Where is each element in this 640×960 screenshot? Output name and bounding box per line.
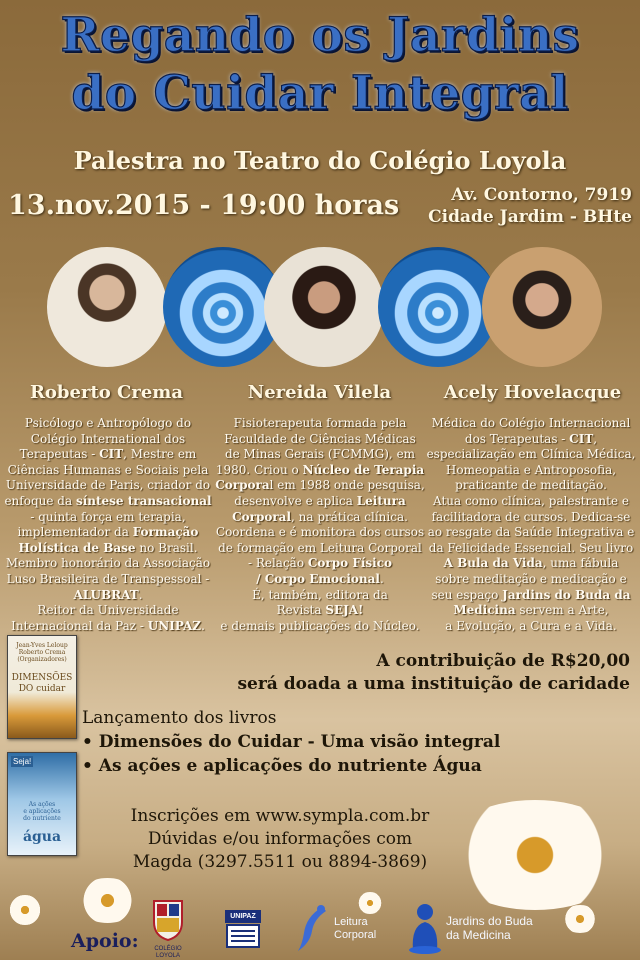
book-cover-word: água bbox=[22, 829, 62, 845]
book-cover-badge: Seja! bbox=[13, 757, 32, 766]
speaker-name: Acely Hovelacque bbox=[443, 382, 622, 403]
speaker-photo-nereida bbox=[264, 247, 384, 367]
book-cover-dimensoes bbox=[7, 635, 77, 739]
book-item: • Dimensões do Cuidar - Uma visão integral bbox=[82, 732, 501, 752]
event-title-line2: do Cuidar Integral bbox=[71, 66, 569, 121]
speaker-bio-nereida: Fisioterapeuta formada pela Faculdade de Ciências Médicas de Minas Gerais (FCMMG), em 1980. Criou o Núcleo de Terapia Corporal em 1988 onde pesquisa, desenvolve e aplica Leitura Corporal, na prática clínica. Coordena e é monitora dos cursos de formação em Leitura Corporal - Relação Corpo Físico / Corpo Emocional. É, também, editora da Revista SEJA! e demais publicações do Núcleo. bbox=[215, 416, 425, 633]
event-address bbox=[428, 184, 632, 228]
event-subtitle: Palestra no Teatro do Colégio Loyola bbox=[73, 146, 567, 175]
shield-crest-icon bbox=[151, 898, 185, 959]
registration-line2: Dúvidas e/ou informações com bbox=[147, 829, 413, 849]
book-launch-heading: Lançamento dos livros bbox=[82, 708, 277, 728]
book-launch bbox=[82, 706, 500, 778]
support-label: Apoio: bbox=[71, 930, 139, 952]
daisy-flower-image bbox=[355, 892, 385, 914]
contribution-line1: A contribuição de R$20,00 bbox=[376, 651, 630, 671]
logo-name: Jardins do Buda da Medicina bbox=[446, 914, 533, 942]
book-item: • As ações e aplicações do nutriente Água bbox=[82, 756, 482, 776]
address-line1: Av. Contorno, 7919 bbox=[451, 185, 632, 205]
book-cover-title: As ações e aplicações do nutriente bbox=[23, 801, 61, 822]
registration-line1: Inscrições em www.sympla.com.br bbox=[130, 806, 430, 826]
speaker-photo-roberto bbox=[47, 247, 167, 367]
speaker-name: Nereida Vilela bbox=[247, 382, 392, 403]
speaker-photo-acely bbox=[482, 247, 602, 367]
logo-name: COLÉGIO LOYOLA bbox=[154, 946, 182, 959]
buddha-icon bbox=[407, 900, 443, 954]
speaker-name: Roberto Crema bbox=[29, 382, 184, 403]
speaker-bio-acely: Médica do Colégio Internacional dos Terapeutas - CIT, especialização em Clínica Médica, Homeopatia e Antroposofia, praticante de meditação. Atua como clínica, palestrante e facilitadora de cursos. Dedica-se ao resgate da Saúde Integrativa e da Felicidade Essencial. Seu livro A Bula da Vida, uma fábula sobre meditação e medicação e seu espaço Jardins do Buda da Medicina servem a Arte, a Evolução, a Cura e a Vida. bbox=[426, 416, 636, 633]
leitura-corporal-figure-icon bbox=[296, 903, 328, 953]
event-title-line1: Regando os Jardins bbox=[60, 8, 580, 63]
registration-line3: Magda (3297.5511 ou 8894-3869) bbox=[132, 852, 428, 872]
speaker-bio-roberto: Psicólogo e Antropólogo do Colégio International dos Terapeutas - CIT, Mestre em Ciências Humanas e Sociais pela Universidade de Paris, criador do enfoque da síntese transacional - quinta força em terapia, implementador da Formação Holística de Base no Brasil. Membro honorário da Associação Luso Brasileira de Transpessoal - ALUBRAT. Reitor da Universidade Internacional da Paz - UNIPAZ. bbox=[4, 416, 212, 633]
contribution-line2: será doada a uma instituição de caridade bbox=[237, 674, 630, 694]
water-drop-image bbox=[378, 247, 498, 367]
address-line2: Cidade Jardim - BHte bbox=[428, 207, 632, 227]
daisy-flower-image bbox=[560, 905, 600, 933]
daisy-flower-image bbox=[440, 800, 630, 910]
unipaz-emblem-icon bbox=[225, 910, 261, 950]
logo-name: UNIPAZ bbox=[225, 910, 261, 923]
logo-name: Leitura Corporal bbox=[334, 916, 377, 941]
contribution-note bbox=[237, 650, 630, 696]
daisy-flower-image bbox=[5, 895, 45, 925]
daisy-flower-image bbox=[75, 878, 140, 923]
book-cover-title: DIMENSÕES DO cuidar bbox=[11, 673, 73, 694]
event-date: 13.nov.2015 - 19:00 horas bbox=[8, 190, 400, 221]
book-cover-authors: Jean-Yves Leloup Roberto Crema (Organizadores) bbox=[16, 642, 68, 663]
